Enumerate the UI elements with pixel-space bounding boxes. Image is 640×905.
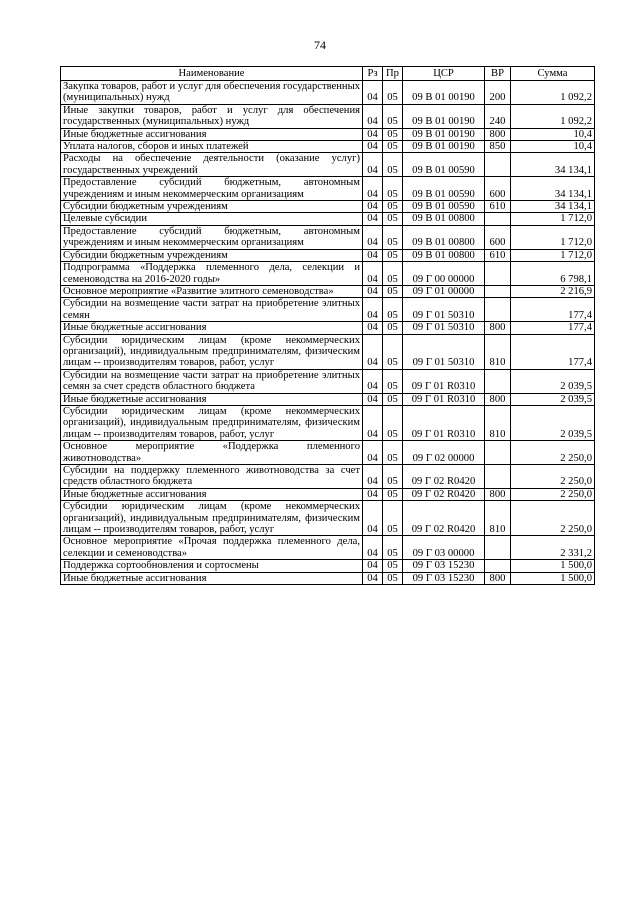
cell-name: Подпрограмма «Поддержка племенного дела, селекции и семеноводства на 2016-2020 годы» <box>61 262 363 286</box>
table-row <box>61 369 595 393</box>
cell-sum: 2 250,0 <box>511 501 595 536</box>
cell-vr: 610 <box>485 249 511 261</box>
cell-rz: 04 <box>363 285 383 297</box>
table-row <box>61 560 595 572</box>
cell-rz: 04 <box>363 465 383 489</box>
cell-pr: 05 <box>383 128 403 140</box>
page-number: 74 <box>314 38 326 52</box>
cell-pr: 05 <box>383 153 403 177</box>
cell-sum: 34 134,1 <box>511 201 595 213</box>
table-row <box>61 104 595 128</box>
cell-sum: 2 216,9 <box>511 285 595 297</box>
cell-csr: 09 Г 01 00000 <box>403 285 485 297</box>
cell-name: Закупка товаров, работ и услуг для обеспечения государственных (муниципальных) нужд <box>61 81 363 105</box>
cell-pr: 05 <box>383 465 403 489</box>
cell-sum: 10,4 <box>511 128 595 140</box>
column-header-pr: Пр <box>383 67 403 81</box>
cell-sum: 2 250,0 <box>511 488 595 500</box>
cell-sum: 1 712,0 <box>511 213 595 225</box>
cell-pr: 05 <box>383 141 403 153</box>
cell-csr: 09 Г 01 R0310 <box>403 393 485 405</box>
cell-csr: 09 В 01 00800 <box>403 225 485 249</box>
cell-csr: 09 Г 02 R0420 <box>403 465 485 489</box>
column-header-rz: Рз <box>363 67 383 81</box>
cell-sum: 2 250,0 <box>511 441 595 465</box>
cell-vr: 850 <box>485 141 511 153</box>
cell-sum: 2 039,5 <box>511 393 595 405</box>
cell-sum: 177,4 <box>511 298 595 322</box>
cell-vr: 810 <box>485 334 511 369</box>
cell-rz: 04 <box>363 441 383 465</box>
cell-name: Иные бюджетные ассигнования <box>61 393 363 405</box>
table-row <box>61 128 595 140</box>
cell-pr: 05 <box>383 334 403 369</box>
cell-name: Субсидии юридическим лицам (кроме некоммерческих организаций), индивидуальным предпринимателям, физическим лицам -- производителям товаров, работ, услуг <box>61 405 363 440</box>
cell-name: Предоставление субсидий бюджетным, автономным учреждениям и иным некоммерческим организациям <box>61 225 363 249</box>
cell-rz: 04 <box>363 536 383 560</box>
cell-pr: 05 <box>383 536 403 560</box>
cell-name: Основное мероприятие «Прочая поддержка племенного дела, селекции и семеноводства» <box>61 536 363 560</box>
cell-csr: 09 Г 02 00000 <box>403 441 485 465</box>
table-row <box>61 572 595 584</box>
cell-name: Расходы на обеспечение деятельности (оказание услуг) государственных учреждений <box>61 153 363 177</box>
cell-pr: 05 <box>383 213 403 225</box>
table-row <box>61 213 595 225</box>
cell-rz: 04 <box>363 225 383 249</box>
column-header-vr: ВР <box>485 67 511 81</box>
cell-rz: 04 <box>363 141 383 153</box>
cell-pr: 05 <box>383 322 403 334</box>
cell-rz: 04 <box>363 153 383 177</box>
table-row <box>61 285 595 297</box>
cell-vr: 200 <box>485 81 511 105</box>
cell-rz: 04 <box>363 393 383 405</box>
cell-sum: 1 500,0 <box>511 572 595 584</box>
table-row <box>61 177 595 201</box>
table-row <box>61 201 595 213</box>
table-row <box>61 81 595 105</box>
cell-csr: 09 Г 01 R0310 <box>403 369 485 393</box>
cell-name: Целевые субсидии <box>61 213 363 225</box>
cell-name: Поддержка сортообновления и сортосмены <box>61 560 363 572</box>
cell-csr: 09 В 01 00190 <box>403 81 485 105</box>
table-row <box>61 322 595 334</box>
cell-csr: 09 Г 03 15230 <box>403 572 485 584</box>
cell-rz: 04 <box>363 262 383 286</box>
cell-csr: 09 Г 03 00000 <box>403 536 485 560</box>
cell-csr: 09 В 01 00800 <box>403 249 485 261</box>
cell-csr: 09 Г 01 50310 <box>403 334 485 369</box>
cell-sum: 1 712,0 <box>511 249 595 261</box>
cell-csr: 09 В 01 00590 <box>403 201 485 213</box>
cell-rz: 04 <box>363 560 383 572</box>
cell-vr <box>485 285 511 297</box>
cell-sum: 1 712,0 <box>511 225 595 249</box>
cell-rz: 04 <box>363 322 383 334</box>
cell-rz: 04 <box>363 104 383 128</box>
cell-csr: 09 Г 00 00000 <box>403 262 485 286</box>
cell-csr: 09 В 01 00190 <box>403 104 485 128</box>
cell-csr: 09 Г 03 15230 <box>403 560 485 572</box>
table-row <box>61 141 595 153</box>
cell-sum: 177,4 <box>511 322 595 334</box>
table-row <box>61 298 595 322</box>
cell-csr: 09 В 01 00590 <box>403 177 485 201</box>
cell-csr: 09 Г 02 R0420 <box>403 488 485 500</box>
cell-rz: 04 <box>363 334 383 369</box>
table-row <box>61 488 595 500</box>
cell-pr: 05 <box>383 488 403 500</box>
cell-rz: 04 <box>363 177 383 201</box>
cell-rz: 04 <box>363 298 383 322</box>
cell-rz: 04 <box>363 488 383 500</box>
cell-sum: 34 134,1 <box>511 153 595 177</box>
cell-name: Иные закупки товаров, работ и услуг для обеспечения государственных (муниципальных) нужд <box>61 104 363 128</box>
cell-pr: 05 <box>383 298 403 322</box>
table-row <box>61 536 595 560</box>
cell-vr <box>485 213 511 225</box>
cell-csr: 09 Г 01 50310 <box>403 298 485 322</box>
cell-pr: 05 <box>383 201 403 213</box>
cell-rz: 04 <box>363 81 383 105</box>
cell-name: Субсидии юридическим лицам (кроме некоммерческих организаций), индивидуальным предпринимателям, физическим лицам -- производителям товаров, работ, услуг <box>61 501 363 536</box>
cell-pr: 05 <box>383 369 403 393</box>
cell-pr: 05 <box>383 560 403 572</box>
cell-sum: 1 500,0 <box>511 560 595 572</box>
table-row <box>61 501 595 536</box>
cell-name: Субсидии на возмещение части затрат на приобретение элитных семян <box>61 298 363 322</box>
cell-name: Субсидии на возмещение части затрат на приобретение элитных семян за счет средств областного бюджета <box>61 369 363 393</box>
cell-pr: 05 <box>383 405 403 440</box>
cell-name: Предоставление субсидий бюджетным, автономным учреждениям и иным некоммерческим организациям <box>61 177 363 201</box>
cell-vr: 800 <box>485 393 511 405</box>
cell-pr: 05 <box>383 393 403 405</box>
cell-sum: 34 134,1 <box>511 177 595 201</box>
cell-name: Субсидии на поддержку племенного животноводства за счет средств областного бюджета <box>61 465 363 489</box>
column-header-name: Наименование <box>61 67 363 81</box>
cell-sum: 1 092,2 <box>511 104 595 128</box>
budget-table <box>60 66 595 585</box>
cell-rz: 04 <box>363 249 383 261</box>
cell-csr: 09 В 01 00800 <box>403 213 485 225</box>
cell-rz: 04 <box>363 369 383 393</box>
cell-rz: 04 <box>363 572 383 584</box>
cell-rz: 04 <box>363 501 383 536</box>
cell-sum: 6 798,1 <box>511 262 595 286</box>
cell-pr: 05 <box>383 177 403 201</box>
cell-vr: 600 <box>485 177 511 201</box>
cell-rz: 04 <box>363 128 383 140</box>
cell-name: Иные бюджетные ассигнования <box>61 488 363 500</box>
table-row <box>61 262 595 286</box>
cell-name: Иные бюджетные ассигнования <box>61 322 363 334</box>
cell-csr: 09 Г 01 50310 <box>403 322 485 334</box>
cell-sum: 2 039,5 <box>511 369 595 393</box>
table-row <box>61 405 595 440</box>
cell-pr: 05 <box>383 441 403 465</box>
cell-vr <box>485 153 511 177</box>
cell-vr <box>485 262 511 286</box>
cell-rz: 04 <box>363 213 383 225</box>
cell-vr: 810 <box>485 501 511 536</box>
cell-csr: 09 В 01 00190 <box>403 141 485 153</box>
cell-vr: 800 <box>485 572 511 584</box>
cell-csr: 09 В 01 00590 <box>403 153 485 177</box>
table-row <box>61 465 595 489</box>
cell-rz: 04 <box>363 201 383 213</box>
cell-name: Основное мероприятие «Развитие элитного семеноводства» <box>61 285 363 297</box>
cell-vr <box>485 298 511 322</box>
cell-vr: 800 <box>485 322 511 334</box>
cell-pr: 05 <box>383 225 403 249</box>
column-header-csr: ЦСР <box>403 67 485 81</box>
cell-name: Иные бюджетные ассигнования <box>61 128 363 140</box>
cell-sum: 2 250,0 <box>511 465 595 489</box>
cell-name: Субсидии бюджетным учреждениям <box>61 249 363 261</box>
cell-name: Иные бюджетные ассигнования <box>61 572 363 584</box>
cell-csr: 09 В 01 00190 <box>403 128 485 140</box>
cell-sum: 2 039,5 <box>511 405 595 440</box>
cell-vr: 600 <box>485 225 511 249</box>
cell-vr: 800 <box>485 488 511 500</box>
table-body <box>61 81 595 585</box>
cell-pr: 05 <box>383 501 403 536</box>
cell-name: Основное мероприятие «Поддержка племенного животноводства» <box>61 441 363 465</box>
cell-vr: 610 <box>485 201 511 213</box>
cell-pr: 05 <box>383 104 403 128</box>
table-row <box>61 441 595 465</box>
cell-name: Уплата налогов, сборов и иных платежей <box>61 141 363 153</box>
cell-vr: 810 <box>485 405 511 440</box>
cell-vr: 800 <box>485 128 511 140</box>
table-row <box>61 334 595 369</box>
table-header-row <box>61 67 595 81</box>
cell-pr: 05 <box>383 81 403 105</box>
cell-sum: 10,4 <box>511 141 595 153</box>
column-header-sum: Сумма <box>511 67 595 81</box>
cell-vr <box>485 369 511 393</box>
cell-pr: 05 <box>383 262 403 286</box>
cell-pr: 05 <box>383 249 403 261</box>
cell-vr <box>485 465 511 489</box>
cell-pr: 05 <box>383 285 403 297</box>
cell-vr <box>485 441 511 465</box>
cell-rz: 04 <box>363 405 383 440</box>
cell-sum: 177,4 <box>511 334 595 369</box>
table-row <box>61 225 595 249</box>
cell-pr: 05 <box>383 572 403 584</box>
cell-vr <box>485 536 511 560</box>
cell-name: Субсидии юридическим лицам (кроме некоммерческих организаций), индивидуальным предпринимателям, физическим лицам -- производителям товаров, работ, услуг <box>61 334 363 369</box>
cell-vr <box>485 560 511 572</box>
table-row <box>61 249 595 261</box>
cell-sum: 2 331,2 <box>511 536 595 560</box>
cell-csr: 09 Г 02 R0420 <box>403 501 485 536</box>
cell-csr: 09 Г 01 R0310 <box>403 405 485 440</box>
table-row <box>61 393 595 405</box>
table-row <box>61 153 595 177</box>
cell-name: Субсидии бюджетным учреждениям <box>61 201 363 213</box>
cell-sum: 1 092,2 <box>511 81 595 105</box>
cell-vr: 240 <box>485 104 511 128</box>
